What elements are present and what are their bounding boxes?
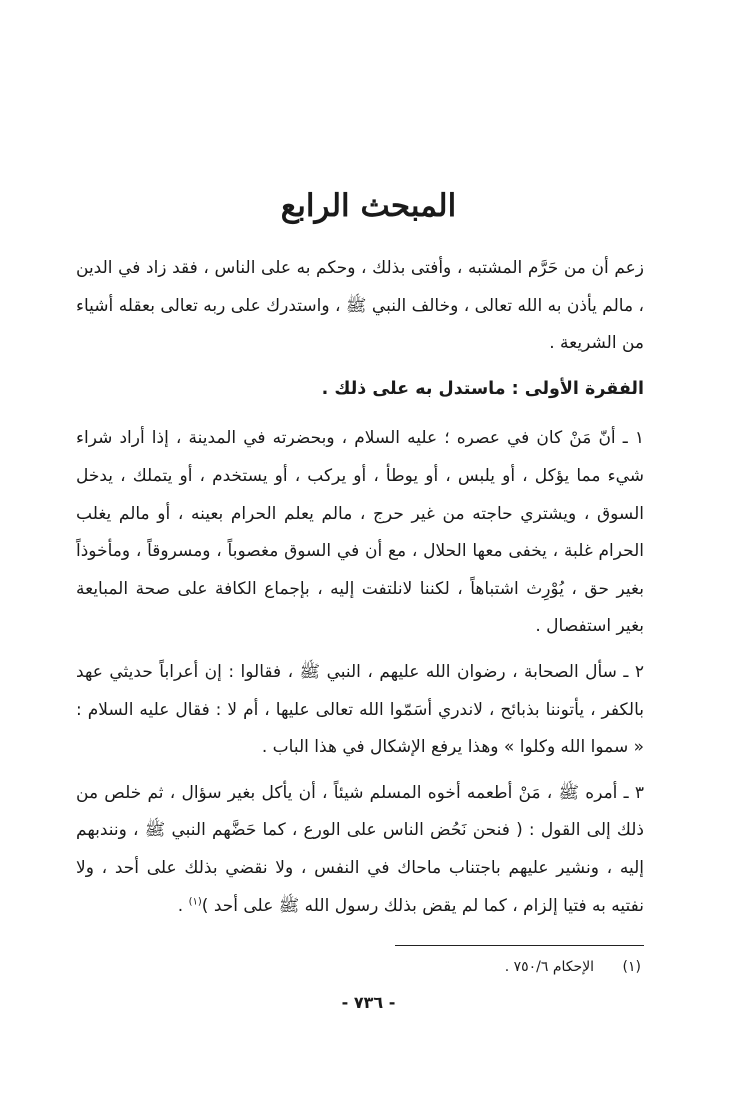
footnote-divider: [395, 945, 644, 946]
footnote: [505, 957, 641, 977]
numbered-paragraph-1: ١ ـ أنّ مَنْ كان في عصره ؛ عليه السلام ، وبحضرته في المدينة ، إذا أراد شراء شيء مما يؤكل ، أو يلبس ، أو يوطأ ، أو يركب ، أو يستخدم ، أو يتملك ، يدخل السوق ، ويشتري حاجته من غير حرج ، مالم يعلم الحرام بعينه ، أو مالم يغلب الحرام غلبة ، يخفى معها الحلال ، مع أن في السوق مغصوباً ، ومسروقاً ، ومأخوذاً بغير حق ، يُوْرِث اشتباهاً ، لكننا لانلتفت إليه ، بإجماع الكافة على صحة المبايعة بغير استفصال .: [76, 428, 644, 637]
numbered-paragraph-3: ٣ ـ أمره ﷺ ، مَنْ أطعمه أخوه المسلم شيئاً ، أن يأكل بغير سؤال ، ثم خلص من ذلك إلى القول : ( فنحن نَحُض الناس على الورع ، كما حَضَّهم النبي ﷺ ، ونندبهم إليه ، ونشير عليهم باجتناب ماحاك في النفس ، ولا نقضي بذلك على أحد ، ولا نفتيه به فتيا إلزام ، كما لم يقض بذلك رسول الله ﷺ على أحد )$^{(١)}$ .: [76, 782, 644, 916]
footnote-text: الإحكام ٧٥٠/٦ .: [504, 959, 595, 975]
section-heading: المبحث الرابع: [280, 188, 457, 224]
footnote-reference[interactable]: (١): [188, 895, 202, 907]
intro-paragraph: زعم أن من حَرَّم المشتبه ، وأفتى بذلك ، وحكم به على الناس ، فقد زاد في الدين ، مالم يأذن به الله تعالى ، وخالف النبي ﷺ ، واستدرك على ربه تعالى بعقله أشياء من الشريعة .: [76, 258, 644, 354]
footnote-number: (١): [622, 959, 641, 975]
body-text: [76, 250, 644, 933]
numbered-paragraph-3-text: ٣ ـ أمره ﷺ ، مَنْ أطعمه أخوه المسلم شيئاً ، أن يأكل بغير سؤال ، ثم خلص من ذلك إلى القول : ( فنحن نَحُض الناس على الورع ، كما حَضَّهم النبي ﷺ ، ونندبهم إليه ، ونشير عليهم باجتناب ماحاك في النفس ، ولا نقضي بذلك على أحد ، ولا نفتيه به فتيا إلزام ، كما لم يقض بذلك رسول الله ﷺ على أحد ): [76, 782, 644, 916]
page-number: - ٧٣٦ -: [341, 993, 396, 1012]
subheading: الفقرة الأولى : ماستدل به على ذلك .: [321, 378, 644, 399]
numbered-paragraph-2: ٢ ـ سأل الصحابة ، رضوان الله عليهم ، النبي ﷺ ، فقالوا : إن أعراباً حديثي عهد بالكفر ، يأتوننا بذبائح ، لاندري أسَمّوا الله تعالى عليها ، أم لا : فقال عليه السلام : « سموا الله وكلوا » وهذا يرفع الإشكال في هذا الباب .: [76, 661, 644, 758]
